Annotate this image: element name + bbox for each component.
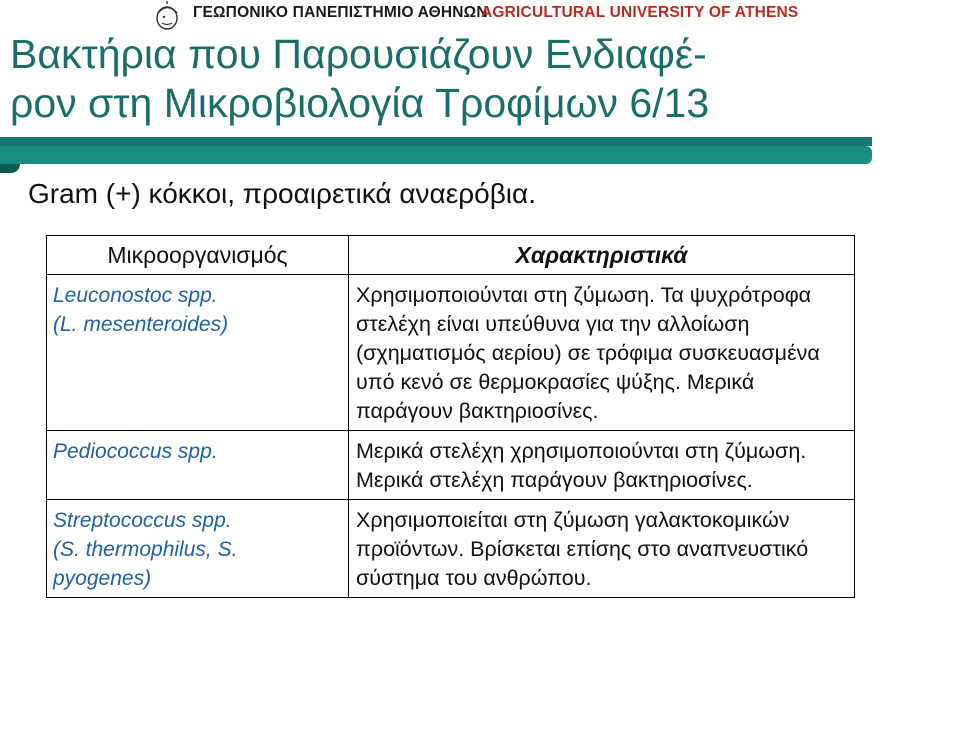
table-row bbox=[47, 500, 855, 598]
header-characteristics: Χαρακτηριστικά bbox=[349, 236, 855, 275]
description-cell: Χρησιμοποιούνται στη ζύμωση. Τα ψυχρότροφα στελέχη είναι υπεύθυνα για την αλλοίωση (σχηματισμός αερίου) σε τρόφιμα συσκευασμένα υπό κενό σε θερμοκρασίες ψύξης. Μερικά παράγουν βακτηριοσίνες. bbox=[349, 275, 855, 431]
title-underline-bar bbox=[0, 137, 872, 173]
organism-cell bbox=[47, 500, 349, 598]
slide-title-line1: Βακτήρια που Παρουσιάζουν Ενδιαφέ- bbox=[10, 31, 707, 77]
university-name-greek: ΓΕΩΠΟΝΙΚΟ ΠΑΝΕΠΙΣΤΗΜΙΟ ΑΘΗΝΩΝ bbox=[193, 4, 488, 21]
university-name-english: AGRICULTURAL UNIVERSITY OF ATHENS bbox=[481, 4, 799, 21]
slide-title-line2: ρον στη Μικροβιολογία Τροφίμων 6/13 bbox=[10, 80, 710, 126]
slide-subtitle: Gram (+) κόκκοι, προαιρετικά αναερόβια. bbox=[28, 178, 536, 209]
organism-species: (S. thermophilus, S. bbox=[53, 538, 238, 561]
organism-genus: Leuconostoc spp. bbox=[53, 284, 218, 307]
organism-species: (L. mesenteroides) bbox=[53, 313, 229, 336]
organism-cell bbox=[47, 431, 349, 500]
bacteria-table bbox=[46, 235, 855, 598]
organism-genus: Streptococcus spp. bbox=[53, 509, 232, 532]
description-cell: Χρησιμοποιείται στη ζύμωση γαλακτοκομικών προϊόντων. Βρίσκεται επίσης στο αναπνευστικό σύστημα του ανθρώπου. bbox=[349, 500, 855, 598]
athena-head-logo bbox=[148, 1, 186, 31]
university-header bbox=[0, 0, 959, 32]
organism-genus: Pediococcus spp. bbox=[53, 440, 218, 463]
table-header-row bbox=[47, 236, 855, 275]
header-microorganism: Μικροοργανισμός bbox=[47, 236, 349, 275]
slide-title bbox=[10, 30, 959, 128]
organism-cell bbox=[47, 275, 349, 431]
organism-species-cont: pyogenes) bbox=[53, 567, 152, 590]
table-row bbox=[47, 275, 855, 431]
table-row bbox=[47, 431, 855, 500]
description-cell: Μερικά στελέχη χρησιμοποιούνται στη ζύμωση. Μερικά στελέχη παράγουν βακτηριοσίνες. bbox=[349, 431, 855, 500]
